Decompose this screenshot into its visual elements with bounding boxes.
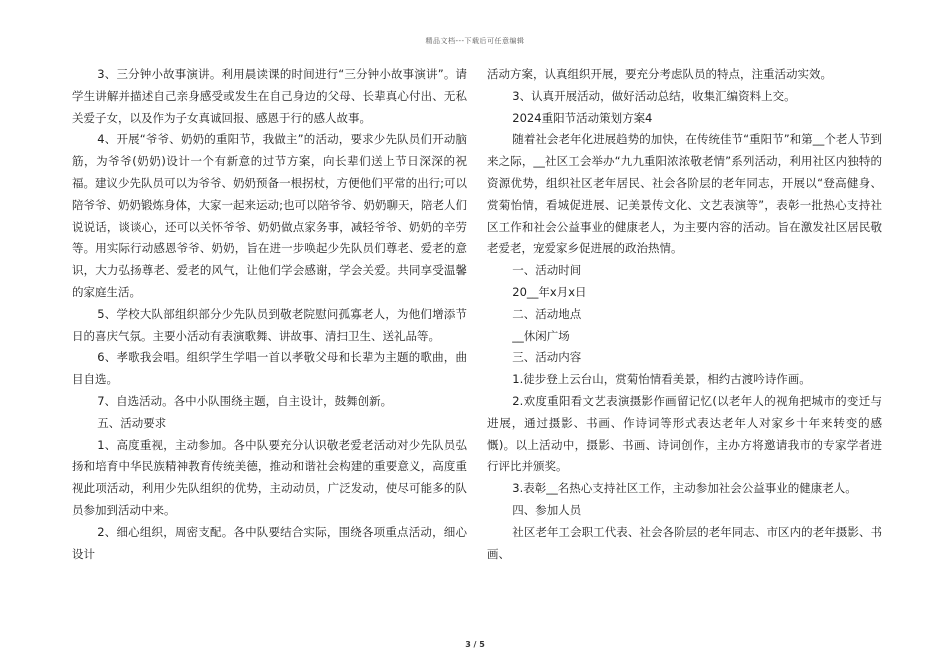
paragraph: 1.徒步登上云台山，赏菊怡情看美景，相约古渡吟诗作画。 bbox=[512, 372, 811, 387]
paragraph: 20__年x月x日 bbox=[512, 284, 587, 299]
left-column bbox=[72, 64, 467, 565]
section-heading: 三、活动内容 bbox=[512, 350, 582, 365]
paragraph: 7、自选活动。各中小队围绕主题，自主设计，鼓舞创新。 bbox=[97, 393, 393, 408]
document-title: 2024重阳节活动策划方案4 bbox=[512, 110, 653, 125]
paragraph: 4、开展“爷爷、奶奶的重阳节，我做主”的活动，要求少先队员们开动脑筋，为爷爷(奶奶)设计一个有新意的过节方案，向长辈们送上节日深深的祝福。建议少先队员可以为爷爷、奶奶预备一根拐杖，方便他们平常的出行;可以陪爷爷、奶奶锻炼身体，大家一起来运动;也可以陪爷爷、奶奶聊天，陪老人们说说话，谈谈心，还可以关怀爷爷、奶奶做点家务事，减轻爷爷、奶奶的辛劳等。用实际行动感恩爷爷、奶奶，旨在进一步唤起少先队员们尊老、爱老的意识，大力弘扬尊老、爱老的风气，让他们学会感谢，学会关爱。共同享受温馨的家庭生活。 bbox=[72, 132, 467, 299]
paragraph: __休闲广场 bbox=[512, 328, 570, 343]
paragraph: 2、细心组织，周密支配。各中队要结合实际，围绕各项重点活动，细心设计 bbox=[72, 524, 467, 561]
paragraph-continuation: 活动方案，认真组织开展，要充分考虑队员的特点，注重活动实效。 bbox=[487, 67, 832, 81]
paragraph: 3.表彰__名热心支持社区工作，主动参加社会公益事业的健康老人。 bbox=[512, 481, 857, 496]
right-column bbox=[487, 64, 882, 565]
section-heading: 二、活动地点 bbox=[512, 306, 582, 321]
paragraph: 3、三分钟小故事演讲。利用晨读课的时间进行“三分钟小故事演讲”。请学生讲解并描述自己亲身感受或发生在自己身边的父母、长辈真心付出、无私关爱子女，以及作为子女真诚回报、感恩于行的感人故事。 bbox=[72, 67, 467, 125]
section-heading: 一、活动时间 bbox=[512, 263, 582, 278]
paragraph: 1、高度重视，主动参加。各中队要充分认识敬老爱老活动对少先队员弘扬和培育中华民族精神教育传统美德，推动和谐社会构建的重要意义，高度重视此项活动，利用少先队组织的优势，主动动员，广泛发动，使尽可能多的队员参加到活动中来。 bbox=[72, 437, 467, 517]
section-heading: 五、活动要求 bbox=[97, 415, 167, 430]
paragraph: 社区老年工会职工代表、社会各阶层的老年同志、市区内的老年摄影、书画、 bbox=[487, 524, 882, 561]
paragraph: 6、孝歌我会唱。组织学生学唱一首以孝敬父母和长辈为主题的歌曲，曲目自选。 bbox=[72, 350, 467, 387]
section-heading: 四、参加人员 bbox=[512, 502, 582, 517]
paragraph: 3、认真开展活动，做好活动总结，收集汇编资料上交。 bbox=[512, 88, 796, 103]
paragraph: 随着社会老年化进展趋势的加快，在传统佳节“重阳节”和第__个老人节到来之际，__社区工会举办“九九重阳浓浓敬老情”系列活动，利用社区内独特的资源优势，组织社区老年居民、社会各阶层的老年同志，开展以“登高健身、赏菊怡情，看城促进展、记美景传文化、文艺表演等”，表彰一批热心支持社区工作和社会公益事业的健康老人，为主要内容的活动。旨在激发社区居民敬老爱老，宠爱家乡促进展的政治热情。 bbox=[487, 132, 882, 256]
paragraph: 5、学校大队部组织部分少先队员到敬老院慰问孤寡老人，为他们增添节日的喜庆气氛。主要小活动有表演歌舞、讲故事、清扫卫生、送礼品等。 bbox=[72, 306, 467, 343]
page-header-note: 精品文档---下载后可任意编辑 bbox=[425, 37, 525, 45]
paragraph: 2.欢度重阳看文艺表演摄影作画留记忆(以老年人的视角把城市的变迁与进展，通过摄影、书画、作诗词等形式表达老年人对家乡十年来转变的感慨)。以上活动中，摄影、书画、诗词创作，主办方将邀请我市的专家学者进行评比并颁奖。 bbox=[487, 393, 882, 474]
page-number: 3 / 5 bbox=[465, 640, 485, 649]
